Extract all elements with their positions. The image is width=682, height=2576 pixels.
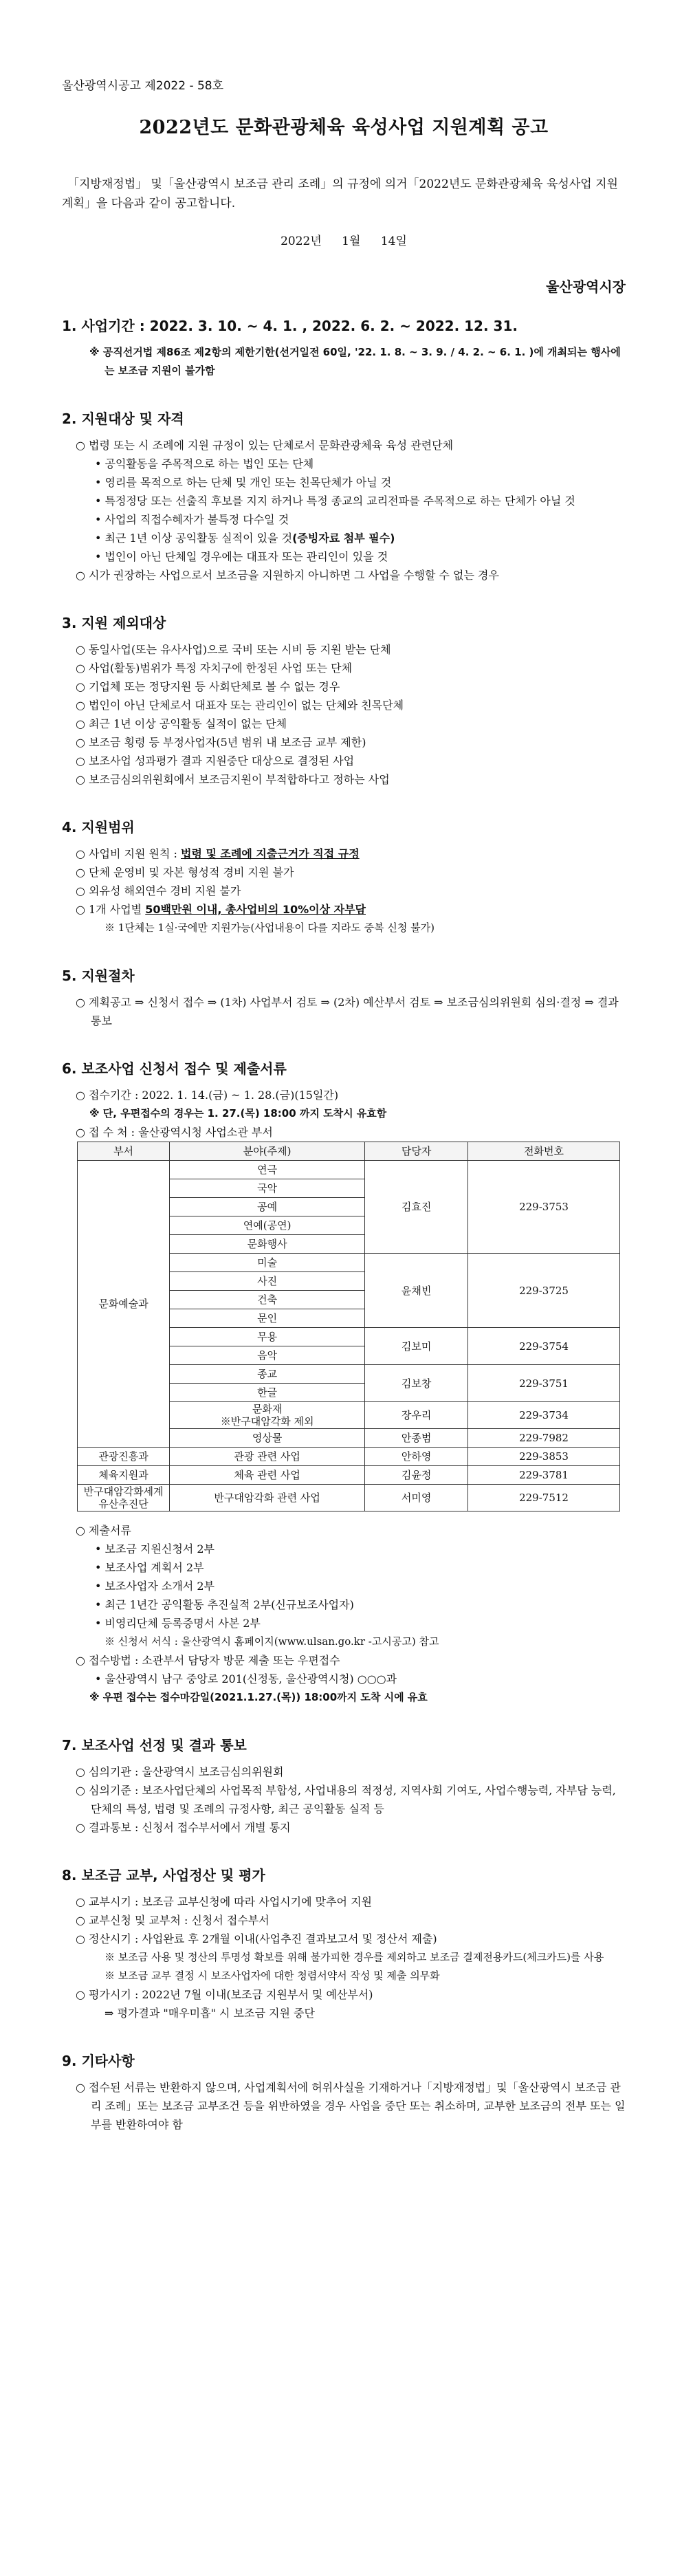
issuer: 울산광역시장 xyxy=(546,279,626,295)
list-item-text: • 최근 1년 이상 공익활동 실적이 있을 것 xyxy=(95,532,293,545)
table-cell-phone: 229-7982 xyxy=(468,1429,620,1448)
table-cell-phone: 229-3753 xyxy=(468,1161,620,1254)
form-note: ※ 신청서 서식 : 울산광역시 홈페이지(www.ulsan.go.kr -고시공고) 참고 xyxy=(104,1635,439,1648)
table-cell-field: 건축 xyxy=(170,1291,365,1309)
table-cell-field: 연예(공연) xyxy=(170,1216,365,1235)
table-cell-manager: 김효진 xyxy=(365,1161,468,1254)
section-selection xyxy=(62,1734,626,1837)
table-cell-field: 문인 xyxy=(170,1309,365,1328)
section-title: 7. 보조사업 선정 및 결과 통보 xyxy=(62,1737,247,1754)
list-item: ○ 동일사업(또는 유사사업)으로 국비 또는 시비 등 지원 받는 단체 xyxy=(76,643,391,656)
list-item: • 비영리단체 등록증명서 사본 2부 xyxy=(95,1617,261,1630)
section-grant-settlement xyxy=(62,1864,626,2022)
table-cell-field: 사진 xyxy=(170,1272,365,1291)
table-cell-manager: 김윤정 xyxy=(365,1466,468,1485)
list-item: • 울산광역시 남구 중앙로 201(신정동, 울산광역시청) ○○○과 xyxy=(95,1672,397,1685)
mail-deadline-note: ※ 우편 접수는 접수마감일(2021.1.27.(목)) 18:00까지 도착 시에 유효 xyxy=(89,1691,428,1703)
section-exclusions xyxy=(62,612,626,789)
table-cell-field: 국악 xyxy=(170,1179,365,1198)
list-item: ○ 보조금심의위원회에서 보조금지원이 부적합하다고 정하는 사업 xyxy=(76,773,390,786)
list-item: ○ 평가시기 : 2022년 7월 이내(보조금 지원부서 및 예산부서) xyxy=(76,1988,373,2001)
column-header: 담당자 xyxy=(365,1142,468,1161)
list-item: ○ 최근 1년 이상 공익활동 실적이 없는 단체 xyxy=(76,717,287,730)
list-item: • 보조사업자 소개서 2부 xyxy=(95,1580,214,1593)
list-item-text: ○ 1개 사업별 xyxy=(76,903,146,916)
election-note: ※ 공직선거법 제86조 제2항의 제한기한(선거일전 60일, '22. 1. 8. ~ 3. 9. / 4. 2. ~ 6. 1. )에 개최되는 행사에는 보조금 지원이 불가함 xyxy=(89,346,621,377)
table-cell-field: 체육 관련 사업 xyxy=(170,1466,365,1485)
table-row xyxy=(78,1448,620,1466)
list-item: • 사업의 직접수혜자가 불특정 다수일 것 xyxy=(95,513,289,526)
list-item: ○ 접수기간 : 2022. 1. 14.(금) ~ 1. 28.(금)(15일간) xyxy=(76,1089,339,1102)
section-title: 2. 지원대상 및 자격 xyxy=(62,411,184,427)
page-title: 2022년도 문화관광체육 육성사업 지원계획 공고 xyxy=(139,117,549,138)
table-cell-manager: 서미영 xyxy=(365,1485,468,1511)
section-title: 1. 사업기간 : 2022. 3. 10. ~ 4. 1. , 2022. 6. 2. ~ 2022. 12. 31. xyxy=(62,318,518,334)
section-title: 9. 기타사항 xyxy=(62,2053,135,2069)
list-item: ○ 보조금 횡령 등 부정사업자(5년 범위 내 보조금 교부 제한) xyxy=(76,736,366,749)
table-cell-field: 한글 xyxy=(170,1384,365,1402)
table-cell-manager: 윤채빈 xyxy=(365,1254,468,1328)
section-title: 6. 보조사업 신청서 접수 및 제출서류 xyxy=(62,1060,287,1077)
list-item: ○ 심의기준 : 보조사업단체의 사업목적 부합성, 사업내용의 적정성, 지역사회 기여도, 사업수행능력, 자부담 능력, 단체의 특성, 법령 및 조례의 규정사항, 최근 공익활동 실적 등 xyxy=(76,1784,616,1815)
table-cell-manager: 안종범 xyxy=(365,1429,468,1448)
table-cell-dept: 문화예술과 xyxy=(78,1161,170,1448)
list-item: ○ 심의기관 : 울산광역시 보조금심의위원회 xyxy=(76,1765,284,1778)
notice-number: 울산광역시공고 제2022 - 58호 xyxy=(62,79,224,93)
section-title: 5. 지원절차 xyxy=(62,968,135,984)
list-item: ○ 기업체 또는 정당지원 등 사회단체로 볼 수 없는 경우 xyxy=(76,680,340,693)
field-exception: ※반구대암각화 제외 xyxy=(220,1415,314,1428)
section-application xyxy=(62,1058,626,1707)
table-row xyxy=(78,1466,620,1485)
list-item: ○ 접수방법 : 소관부서 담당자 방문 제출 또는 우편접수 xyxy=(76,1654,340,1667)
mail-note: ※ 단, 우편접수의 경우는 1. 27.(목) 18:00 까지 도착시 유효함 xyxy=(89,1107,387,1120)
note: ※ 보조금 사용 및 정산의 투명성 확보를 위해 불가피한 경우를 제외하고 보조금 결제전용카드(체크카드)를 사용 xyxy=(104,1951,604,1963)
section-other xyxy=(62,2050,626,2134)
list-item: • 보조사업 계획서 2부 xyxy=(95,1561,204,1574)
section-business-period xyxy=(62,315,626,380)
column-header: 분야(주제) xyxy=(170,1142,365,1161)
table-cell-field: 문화행사 xyxy=(170,1235,365,1254)
section-title: 8. 보조금 교부, 사업정산 및 평가 xyxy=(62,1867,265,1884)
table-cell-field: 종교 xyxy=(170,1365,365,1384)
note: ※ 보조금 교부 결정 시 보조사업자에 대한 청렴서약서 작성 및 제출 의무화 xyxy=(104,1969,440,1982)
table-cell-manager: 안하영 xyxy=(365,1448,468,1466)
table-cell-field: 음악 xyxy=(170,1346,365,1365)
section-procedure xyxy=(62,965,626,1030)
table-cell-phone: 229-7512 xyxy=(468,1485,620,1511)
list-item: ○ 외유성 해외연수 경비 지원 불가 xyxy=(76,884,241,897)
contact-table xyxy=(77,1142,620,1511)
table-cell-manager: 김보창 xyxy=(365,1365,468,1402)
table-cell-field: 관광 관련 사업 xyxy=(170,1448,365,1466)
list-item: • 보조금 지원신청서 2부 xyxy=(95,1542,214,1556)
list-item: ⇒ 평가결과 "매우미흡" 시 보조금 지원 중단 xyxy=(104,2007,315,2020)
table-cell-field: 반구대암각화 관련 사업 xyxy=(170,1485,365,1511)
section-eligibility xyxy=(62,408,626,585)
table-cell-field: 영상물 xyxy=(170,1429,365,1448)
list-item: ○ 단체 운영비 및 자본 형성적 경비 지원 불가 xyxy=(76,866,294,879)
table-cell-phone: 229-3754 xyxy=(468,1328,620,1365)
list-item: ○ 시가 권장하는 사업으로서 보조금을 지원하지 아니하면 그 사업을 수행할 수 없는 경우 xyxy=(76,569,499,582)
column-header: 부서 xyxy=(78,1142,170,1161)
section-scope xyxy=(62,816,626,937)
column-header: 전화번호 xyxy=(468,1142,620,1161)
list-item: • 법인이 아닌 단체일 경우에는 대표자 또는 관리인이 있을 것 xyxy=(95,550,388,563)
evidence-required: (증빙자료 첨부 필수) xyxy=(292,532,395,545)
table-cell-phone: 229-3725 xyxy=(468,1254,620,1328)
list-item: • 특정정당 또는 선출직 후보를 지지 하거나 특정 종교의 교리전파를 주목적으로 하는 단체가 아닐 것 xyxy=(95,494,575,507)
list-item: ○ 정산시기 : 사업완료 후 2개월 이내(사업추진 결과보고서 및 정산서 제출) xyxy=(76,1932,437,1945)
table-row xyxy=(78,1485,620,1511)
list-item: • 공익활동을 주목적으로 하는 법인 또는 단체 xyxy=(95,457,314,470)
table-cell-field: 미술 xyxy=(170,1254,365,1272)
field-name: 문화재 xyxy=(252,1403,283,1415)
list-item: ○ 계획공고 ⇒ 신청서 접수 ⇒ (1차) 사업부서 검토 ⇒ (2차) 예산부서 검토 ⇒ 보조금심의위원회 심의·결정 ⇒ 결과 통보 xyxy=(76,996,619,1027)
intro-paragraph: 「지방재정법」 및「울산광역시 보조금 관리 조례」의 규정에 의거「2022년도 문화관광체육 육성사업 지원계획」을 다음과 같이 공고합니다. xyxy=(62,177,618,210)
list-item: ○ 법인이 아닌 단체로서 대표자 또는 관리인이 없는 단체와 친목단체 xyxy=(76,699,404,712)
list-item: ○ 법령 또는 시 조례에 지원 규정이 있는 단체로서 문화관광체육 육성 관련단체 xyxy=(76,439,454,452)
list-item-text: ○ 사업비 지원 원칙 : xyxy=(76,847,181,860)
list-item: ○ 교부신청 및 교부처 : 신청서 접수부서 xyxy=(76,1914,270,1927)
table-cell-phone: 229-3734 xyxy=(468,1402,620,1429)
table-cell-field xyxy=(170,1402,365,1429)
table-cell-field: 무용 xyxy=(170,1328,365,1346)
table-header-row xyxy=(78,1142,620,1161)
list-item xyxy=(95,529,626,547)
table-cell-dept: 반구대암각화세계유산추진단 xyxy=(78,1485,170,1511)
section-title: 4. 지원범위 xyxy=(62,819,135,836)
list-item: ○ 결과통보 : 신청서 접수부서에서 개별 통지 xyxy=(76,1821,291,1834)
list-item: ○ 제출서류 xyxy=(76,1524,131,1537)
table-cell-phone: 229-3781 xyxy=(468,1466,620,1485)
table-cell-dept: 체육지원과 xyxy=(78,1466,170,1485)
list-item: • 영리를 목적으로 하는 단체 및 개인 또는 친목단체가 아닐 것 xyxy=(95,476,392,489)
table-cell-field: 공예 xyxy=(170,1198,365,1216)
table-row xyxy=(78,1161,620,1179)
list-item: ○ 사업(활동)범위가 특정 자치구에 한정된 사업 또는 단체 xyxy=(76,662,353,675)
list-item: ○ 접수된 서류는 반환하지 않으며, 사업계획서에 허위사실을 기재하거나「지방재정법」및「울산광역시 보조금 관리 조례」또는 보조금 교부조건 등을 위반하였을 경우 사업을 중단 또는 취소하며, 교부한 보조금의 전부 또는 일부를 반환하여야 함 xyxy=(76,2081,626,2131)
list-item: ○ 접 수 처 : 울산광역시청 사업소관 부서 xyxy=(76,1126,273,1139)
section-title: 3. 지원 제외대상 xyxy=(62,615,166,631)
note: ※ 1단체는 1실·국에만 지원가능(사업내용이 다를 지라도 중복 신청 불가) xyxy=(104,921,434,934)
list-item xyxy=(76,844,626,863)
table-cell-field: 연극 xyxy=(170,1161,365,1179)
list-item xyxy=(76,900,626,919)
emphasis-text: 50백만원 이내, 총사업비의 10%이상 자부담 xyxy=(145,903,366,916)
notice-date: 2022년 1월 14일 xyxy=(280,234,407,248)
list-item: ○ 교부시기 : 보조금 교부신청에 따라 사업시기에 맞추어 지원 xyxy=(76,1895,372,1908)
table-cell-phone: 229-3751 xyxy=(468,1365,620,1402)
table-cell-phone: 229-3853 xyxy=(468,1448,620,1466)
table-cell-manager: 김보미 xyxy=(365,1328,468,1365)
table-cell-manager: 장우리 xyxy=(365,1402,468,1429)
emphasis-text: 법령 및 조례에 지출근거가 직접 규정 xyxy=(180,847,360,860)
list-item: • 최근 1년간 공익활동 추진실적 2부(신규보조사업자) xyxy=(95,1598,354,1611)
table-cell-dept: 관광진흥과 xyxy=(78,1448,170,1466)
list-item: ○ 보조사업 성과평가 결과 지원중단 대상으로 결정된 사업 xyxy=(76,754,355,767)
